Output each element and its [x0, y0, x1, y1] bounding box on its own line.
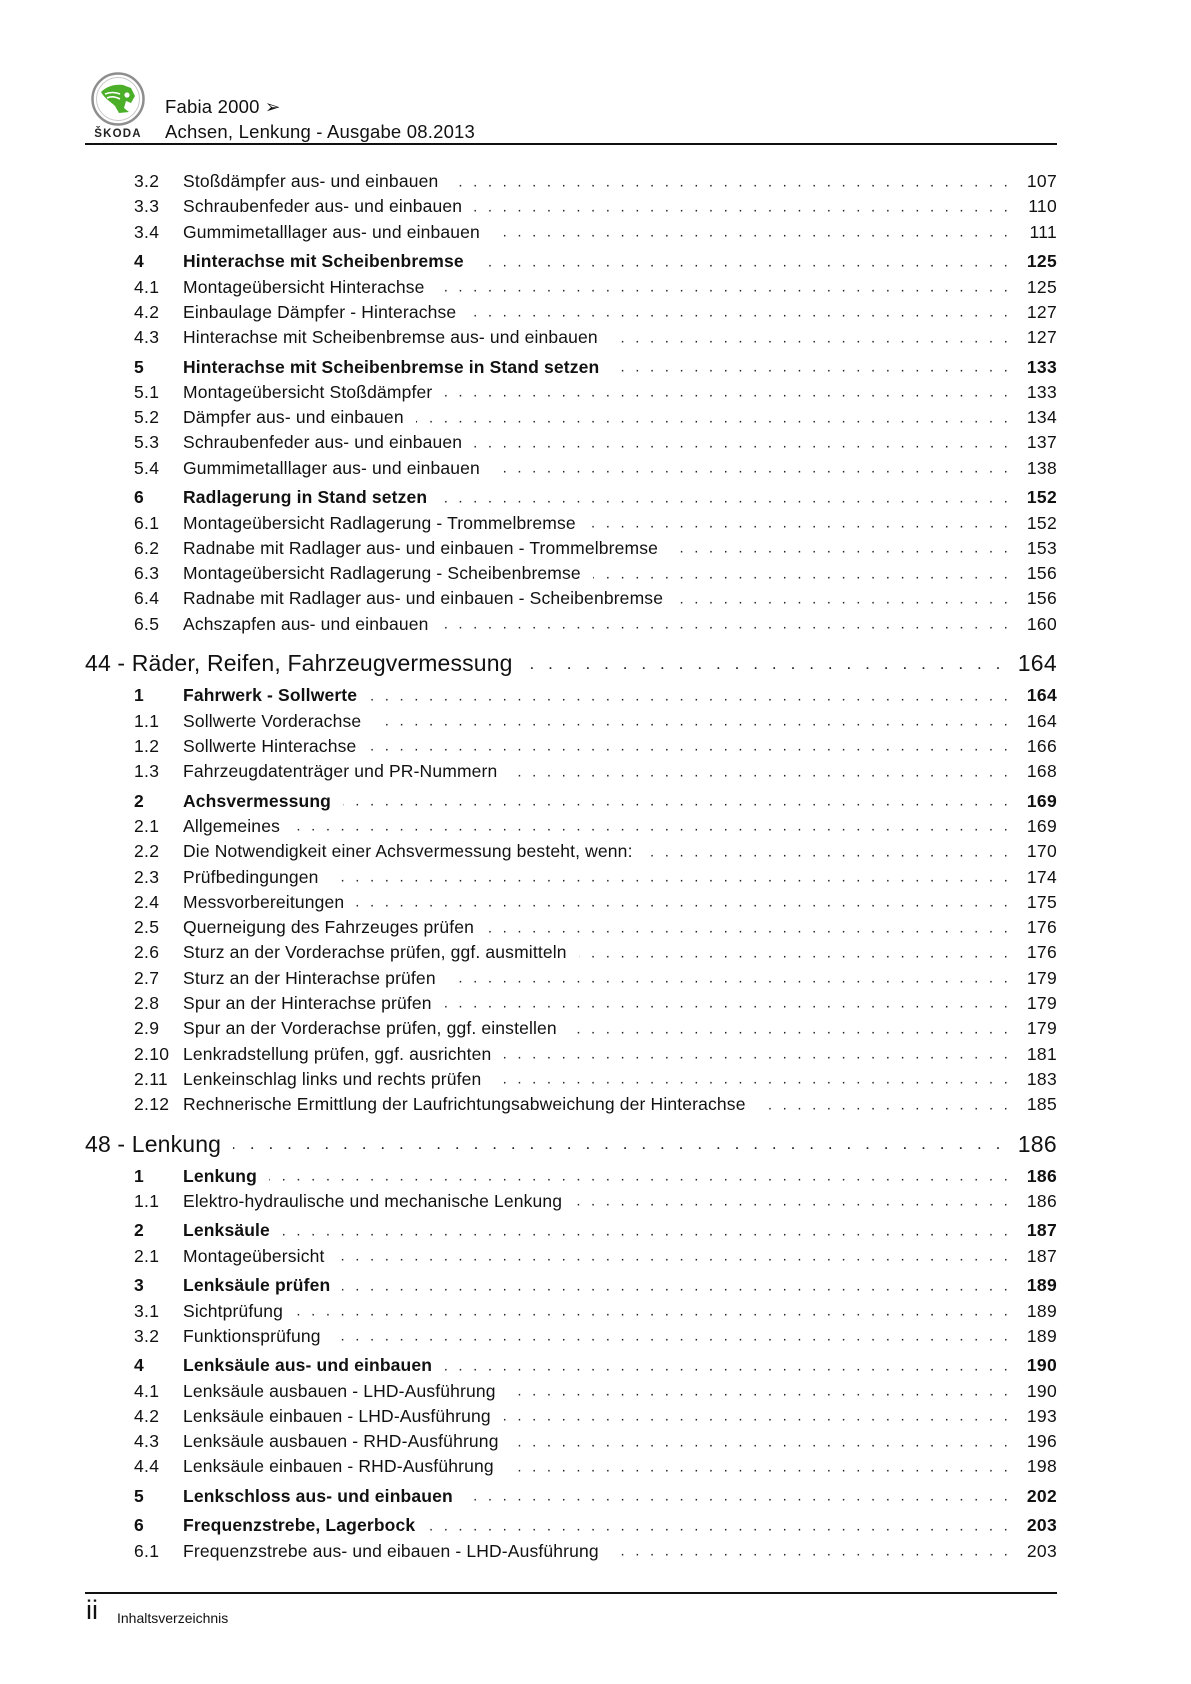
toc-number: 5.1: [134, 381, 160, 402]
toc-title: Lenksäule ausbauen - LHD-Ausführung: [183, 1380, 496, 1401]
dot-leader: [476, 249, 1011, 274]
toc-entry[interactable]: [85, 890, 1057, 915]
dot-leader: [343, 788, 1011, 813]
toc-number: 2.7: [134, 967, 160, 988]
toc-number: 3.2: [134, 1325, 160, 1346]
toc-entry[interactable]: [85, 586, 1057, 611]
dot-leader: [368, 734, 1011, 759]
toc-title: Hinterachse mit Scheibenbremse: [183, 251, 464, 272]
toc-page-number: 152: [1026, 487, 1057, 508]
toc-number: 6.1: [134, 512, 160, 533]
toc-title: Lenksäule einbauen - RHD-Ausführung: [183, 1456, 494, 1477]
toc-page-number: 133: [1026, 356, 1057, 377]
toc-title: Sollwerte Hinterachse: [183, 735, 357, 756]
toc-page-number: 193: [1026, 1405, 1057, 1426]
dot-leader: [465, 1484, 1011, 1509]
dot-leader: [593, 561, 1011, 586]
toc-number: 5.4: [134, 457, 160, 478]
dot-leader: [427, 1513, 1011, 1538]
document-subtitle: Achsen, Lenkung - Ausgabe 08.2013: [165, 121, 476, 142]
table-of-contents: [85, 169, 1057, 1564]
toc-number: 6.2: [134, 537, 160, 558]
dot-leader: [511, 1429, 1011, 1454]
toc-number: 4: [134, 1355, 145, 1376]
toc-entry[interactable]: [85, 1067, 1057, 1092]
toc-page-number: 160: [1026, 613, 1057, 634]
toc-title: Montageübersicht Radlagerung - Trommelbremse: [183, 512, 576, 533]
toc-number: 2.6: [134, 942, 160, 963]
toc-page-number: 190: [1026, 1380, 1057, 1401]
toc-title: Gummimetalllager aus- und einbauen: [183, 457, 480, 478]
footer-section-title: Inhaltsverzeichnis: [117, 1610, 229, 1626]
dot-leader: [474, 430, 1011, 455]
toc-page-number: 168: [1026, 761, 1057, 782]
dot-leader: [492, 220, 1011, 245]
toc-entry[interactable]: [85, 1016, 1057, 1041]
toc-title: Montageübersicht Radlagerung - Scheibenbremse: [183, 563, 581, 584]
toc-page-number: 176: [1026, 917, 1057, 938]
toc-number: 1.3: [134, 761, 160, 782]
toc-page-number: 196: [1026, 1431, 1057, 1452]
toc-page-number: 183: [1026, 1068, 1057, 1089]
toc-number: 1.1: [134, 1190, 160, 1211]
toc-number: 3.2: [134, 171, 160, 192]
toc-section[interactable]: [85, 1164, 1057, 1189]
toc-number: 2.12: [134, 1094, 170, 1115]
toc-page-number: 190: [1026, 1355, 1057, 1376]
dot-leader: [292, 814, 1011, 839]
toc-page-number: 127: [1026, 327, 1057, 348]
toc-number: 6: [134, 1515, 145, 1536]
dot-leader: [439, 485, 1011, 510]
toc-page-number: 185: [1026, 1094, 1057, 1115]
toc-entry[interactable]: [85, 915, 1057, 940]
toc-section[interactable]: [85, 249, 1057, 274]
toc-title: Achszapfen aus- und einbauen: [183, 613, 429, 634]
toc-number: 2.10: [134, 1043, 170, 1064]
toc-title: Hinterachse mit Scheibenbremse in Stand setzen: [183, 356, 600, 377]
dot-leader: [233, 1129, 1005, 1159]
toc-page-number: 181: [1026, 1043, 1057, 1064]
toc-number: 2.2: [134, 841, 160, 862]
dot-leader: [486, 915, 1011, 940]
toc-section[interactable]: [85, 1484, 1057, 1509]
toc-entry[interactable]: [85, 612, 1057, 637]
toc-title: Sichtprüfung: [183, 1300, 284, 1321]
toc-entry[interactable]: [85, 380, 1057, 405]
toc-number: 6.3: [134, 563, 160, 584]
toc-title: Einbaulage Dämpfer - Hinterachse: [183, 301, 457, 322]
skoda-logo: [86, 72, 150, 152]
dot-leader: [282, 1218, 1011, 1243]
toc-number: 3: [134, 1275, 145, 1296]
toc-section[interactable]: [85, 1353, 1057, 1378]
toc-entry[interactable]: [85, 169, 1057, 194]
toc-page-number: 111: [1029, 221, 1057, 242]
toc-number: 5.3: [134, 432, 160, 453]
toc-page-number: 153: [1026, 537, 1057, 558]
toc-entry[interactable]: [85, 966, 1057, 991]
toc-entry[interactable]: [85, 510, 1057, 535]
dot-leader: [269, 1164, 1011, 1189]
toc-entry[interactable]: [85, 1454, 1057, 1479]
toc-title: Die Notwendigkeit einer Achsvermessung besteht, wenn:: [183, 841, 633, 862]
toc-page-number: 179: [1026, 1018, 1057, 1039]
toc-title: Querneigung des Fahrzeuges prüfen: [183, 917, 474, 938]
toc-page-number: 152: [1026, 512, 1057, 533]
toc-number: 6.5: [134, 613, 160, 634]
toc-title: Lenksäule einbauen - LHD-Ausführung: [183, 1405, 491, 1426]
toc-number: 2.11: [134, 1068, 168, 1089]
dot-leader: [569, 1016, 1011, 1041]
toc-page-number: 189: [1026, 1275, 1057, 1296]
toc-page-number: 203: [1026, 1515, 1057, 1536]
toc-title: Lenkung: [183, 1165, 257, 1186]
toc-number: 1.1: [134, 710, 160, 731]
toc-entry[interactable]: [85, 194, 1057, 219]
dot-leader: [333, 1324, 1011, 1349]
toc-entry[interactable]: [85, 325, 1057, 350]
toc-number: 2.9: [134, 1018, 160, 1039]
toc-number: 2: [134, 1220, 145, 1241]
dot-leader: [503, 1404, 1011, 1429]
dot-leader: [331, 864, 1011, 889]
toc-chapter[interactable]: [85, 649, 1057, 679]
toc-page-number: 134: [1026, 407, 1057, 428]
toc-entry[interactable]: [85, 1298, 1057, 1323]
toc-number: 2: [134, 790, 145, 811]
toc-title: Spur an der Hinterachse prüfen: [183, 992, 432, 1013]
toc-page-number: 169: [1026, 790, 1057, 811]
toc-title: Sturz an der Hinterachse prüfen: [183, 967, 436, 988]
toc-title: Lenksäule ausbauen - RHD-Ausführung: [183, 1431, 499, 1452]
dot-leader: [670, 536, 1011, 561]
toc-page-number: 133: [1026, 381, 1057, 402]
toc-page-number: 166: [1026, 735, 1057, 756]
toc-section[interactable]: [85, 683, 1057, 708]
toc-number: 4: [134, 251, 145, 272]
toc-entry[interactable]: [85, 839, 1057, 864]
toc-page-number: 187: [1026, 1220, 1057, 1241]
toc-number: 2.8: [134, 992, 160, 1013]
toc-title: Achsvermessung: [183, 790, 331, 811]
toc-number: 6.1: [134, 1540, 160, 1561]
toc-page-number: 175: [1026, 891, 1057, 912]
footer-page-number: ii: [86, 1595, 98, 1625]
dot-leader: [448, 966, 1011, 991]
toc-number: 1: [134, 1165, 145, 1186]
toc-entry[interactable]: [85, 734, 1057, 759]
toc-number: 3.1: [134, 1300, 160, 1321]
toc-title: Spur an der Vorderachse prüfen, ggf. einstellen: [183, 1018, 557, 1039]
toc-title: Rechnerische Ermittlung der Laufrichtungsabweichung der Hinterachse: [183, 1094, 746, 1115]
toc-entry[interactable]: [85, 759, 1057, 784]
toc-page-number: 203: [1026, 1540, 1057, 1561]
toc-number: 6.4: [134, 588, 160, 609]
dot-leader: [444, 380, 1011, 405]
toc-page-number: 125: [1026, 276, 1057, 297]
toc-section[interactable]: [85, 788, 1057, 813]
toc-entry[interactable]: [85, 536, 1057, 561]
toc-page-number: 187: [1026, 1245, 1057, 1266]
toc-number: 4.1: [134, 276, 160, 297]
toc-entry[interactable]: [85, 1404, 1057, 1429]
dot-leader: [437, 274, 1011, 299]
dot-leader: [645, 839, 1011, 864]
toc-section[interactable]: [85, 485, 1057, 510]
toc-title: Schraubenfeder aus- und einbauen: [183, 432, 463, 453]
toc-entry[interactable]: [85, 456, 1057, 481]
toc-title: Funktionsprüfung: [183, 1325, 321, 1346]
toc-entry[interactable]: [85, 405, 1057, 430]
dot-leader: [356, 890, 1011, 915]
dot-leader: [574, 1189, 1011, 1214]
toc-page-number: 127: [1026, 301, 1057, 322]
toc-number: 2.5: [134, 917, 160, 938]
toc-number: 3.3: [134, 196, 160, 217]
toc-title: Montageübersicht: [183, 1245, 325, 1266]
toc-title: Hinterachse mit Scheibenbremse aus- und einbauen: [183, 327, 598, 348]
toc-title: Frequenzstrebe aus- und eibauen - LHD-Ausführung: [183, 1540, 599, 1561]
toc-title: Montageübersicht Stoßdämpfer: [183, 381, 433, 402]
dot-leader: [295, 1298, 1011, 1323]
toc-number: 4.3: [134, 1431, 160, 1452]
toc-section[interactable]: [85, 1513, 1057, 1538]
toc-number: 1.2: [134, 735, 160, 756]
toc-chapter[interactable]: [85, 1129, 1057, 1159]
toc-page-number: 156: [1026, 588, 1057, 609]
brand-wordmark: ŠKODA: [94, 128, 142, 140]
toc-section[interactable]: [85, 1218, 1057, 1243]
dot-leader: [610, 325, 1011, 350]
toc-title: Frequenzstrebe, Lagerbock: [183, 1515, 416, 1536]
toc-title: Gummimetalllager aus- und einbauen: [183, 221, 480, 242]
toc-entry[interactable]: [85, 1324, 1057, 1349]
toc-title: Fahrwerk - Sollwerte: [183, 685, 358, 706]
toc-number: 4.1: [134, 1380, 160, 1401]
document-title: Fabia 2000 ➢: [165, 96, 281, 117]
toc-entry[interactable]: [85, 1429, 1057, 1454]
toc-number: 2.4: [134, 891, 160, 912]
dot-leader: [611, 354, 1011, 379]
toc-entry[interactable]: [85, 1539, 1057, 1564]
toc-number: 1: [134, 685, 145, 706]
header-rule: [85, 143, 1057, 145]
toc-page-number: 125: [1026, 251, 1057, 272]
toc-entry[interactable]: [85, 1041, 1057, 1066]
toc-page-number: 170: [1026, 841, 1057, 862]
toc-title: Radnabe mit Radlager aus- und einbauen - Trommelbremse: [183, 537, 659, 558]
toc-page-number: 156: [1026, 563, 1057, 584]
toc-page-number: 186: [1026, 1165, 1057, 1186]
toc-title: Lenksäule: [183, 1220, 270, 1241]
toc-page-number: 164: [1026, 685, 1057, 706]
toc-page-number: 189: [1026, 1300, 1057, 1321]
toc-page-number: 137: [1026, 432, 1057, 453]
toc-title: Stoßdämpfer aus- und einbauen: [183, 171, 439, 192]
toc-title: Messvorbereitungen: [183, 891, 345, 912]
dot-leader: [444, 1353, 1011, 1378]
toc-title: Sollwerte Vorderachse: [183, 710, 362, 731]
toc-section[interactable]: [85, 354, 1057, 379]
toc-number: 2.1: [134, 815, 160, 836]
toc-page-number: 186: [1026, 1190, 1057, 1211]
toc-title: Elektro-hydraulische und mechanische Lenkung: [183, 1190, 563, 1211]
toc-title: Fahrzeugdatenträger und PR-Nummern: [183, 761, 498, 782]
dot-leader: [758, 1092, 1011, 1117]
toc-page-number: 186: [1017, 1130, 1057, 1157]
toc-page-number: 110: [1028, 196, 1057, 217]
toc-title: 48 - Lenkung: [85, 1130, 222, 1157]
toc-number: 3.4: [134, 221, 160, 242]
toc-page-number: 164: [1017, 650, 1057, 677]
dot-leader: [373, 708, 1011, 733]
toc-entry[interactable]: [85, 430, 1057, 455]
toc-title: Radnabe mit Radlager aus- und einbauen - Scheibenbremse: [183, 588, 664, 609]
toc-entry[interactable]: [85, 1189, 1057, 1214]
dot-leader: [493, 1067, 1011, 1092]
dot-leader: [506, 1454, 1011, 1479]
toc-title: Schraubenfeder aus- und einbauen: [183, 196, 463, 217]
toc-entry[interactable]: [85, 1092, 1057, 1117]
footer-rule: [85, 1592, 1057, 1594]
dot-leader: [588, 510, 1011, 535]
toc-title: Lenksäule aus- und einbauen: [183, 1355, 433, 1376]
dot-leader: [450, 169, 1011, 194]
skoda-winged-arrow-icon: [91, 72, 145, 126]
toc-page-number: 107: [1026, 171, 1057, 192]
toc-number: 4.2: [134, 301, 160, 322]
toc-number: 5: [134, 356, 145, 377]
dot-leader: [337, 1244, 1011, 1269]
toc-number: 2.3: [134, 866, 160, 887]
dot-leader: [441, 612, 1012, 637]
toc-entry[interactable]: [85, 864, 1057, 889]
dot-leader: [611, 1539, 1011, 1564]
toc-title: Prüfbedingungen: [183, 866, 319, 887]
dot-leader: [503, 1041, 1011, 1066]
toc-number: 6: [134, 487, 145, 508]
toc-entry[interactable]: [85, 274, 1057, 299]
toc-title: Dämpfer aus- und einbauen: [183, 407, 404, 428]
toc-page-number: 189: [1026, 1325, 1057, 1346]
toc-entry[interactable]: [85, 940, 1057, 965]
dot-leader: [675, 586, 1011, 611]
toc-entry[interactable]: [85, 220, 1057, 245]
toc-entry[interactable]: [85, 300, 1057, 325]
toc-page-number: 179: [1026, 992, 1057, 1013]
toc-number: 4.3: [134, 327, 160, 348]
toc-page-number: 198: [1026, 1456, 1057, 1477]
dot-leader: [525, 649, 1005, 679]
toc-entry[interactable]: [85, 561, 1057, 586]
toc-page-number: 174: [1026, 866, 1057, 887]
toc-page-number: 164: [1026, 710, 1057, 731]
toc-page-number: 202: [1026, 1485, 1057, 1506]
toc-entry[interactable]: [85, 991, 1057, 1016]
dot-leader: [444, 991, 1011, 1016]
toc-number: 5.2: [134, 407, 160, 428]
dot-leader: [492, 456, 1011, 481]
toc-title: Radlagerung in Stand setzen: [183, 487, 428, 508]
toc-page-number: 176: [1026, 942, 1057, 963]
toc-page-number: 169: [1026, 815, 1057, 836]
toc-number: 4.2: [134, 1405, 160, 1426]
toc-title: Sturz an der Vorderachse prüfen, ggf. ausmitteln: [183, 942, 567, 963]
toc-number: 5: [134, 1485, 145, 1506]
toc-title: Lenkeinschlag links und rechts prüfen: [183, 1068, 482, 1089]
toc-title: Lenkradstellung prüfen, ggf. ausrichten: [183, 1043, 492, 1064]
toc-title: 44 - Räder, Reifen, Fahrzeugvermessung: [85, 650, 513, 677]
toc-title: Montageübersicht Hinterachse: [183, 276, 425, 297]
toc-page-number: 138: [1026, 457, 1057, 478]
toc-title: Lenkschloss aus- und einbauen: [183, 1485, 453, 1506]
toc-page-number: 179: [1026, 967, 1057, 988]
dot-leader: [474, 194, 1011, 219]
toc-entry[interactable]: [85, 1378, 1057, 1403]
dot-leader: [369, 683, 1011, 708]
toc-entry[interactable]: [85, 1244, 1057, 1269]
toc-entry[interactable]: [85, 814, 1057, 839]
toc-section[interactable]: [85, 1273, 1057, 1298]
dot-leader: [342, 1273, 1011, 1298]
toc-number: 4.4: [134, 1456, 160, 1477]
toc-number: 2.1: [134, 1245, 160, 1266]
dot-leader: [579, 940, 1011, 965]
dot-leader: [508, 1378, 1011, 1403]
dot-leader: [416, 405, 1011, 430]
toc-entry[interactable]: [85, 708, 1057, 733]
dot-leader: [509, 759, 1011, 784]
toc-title: Lenksäule prüfen: [183, 1275, 331, 1296]
toc-title: Allgemeines: [183, 815, 280, 836]
dot-leader: [468, 300, 1011, 325]
